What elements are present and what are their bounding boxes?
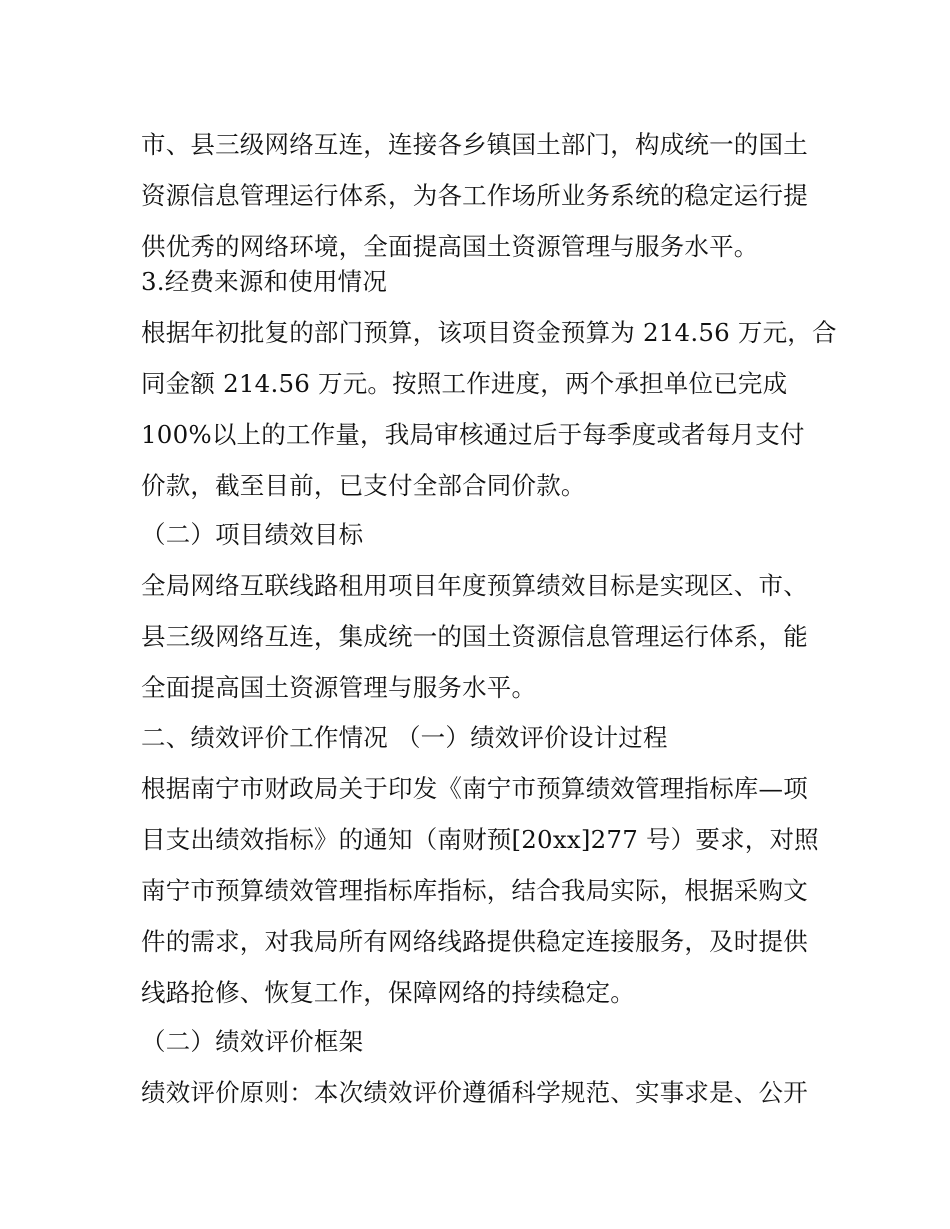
text-line: 全局网络互联线路租用项目年度预算绩效目标是实现区、市、 xyxy=(141,571,808,600)
text-line: 绩效评价原则：本次绩效评价遵循科学规范、实事求是、公开 xyxy=(141,1078,808,1107)
text-line: 目支出绩效指标》的通知（南财预[20xx]277 号）要求，对照 xyxy=(141,825,819,854)
text-line: 南宁市预算绩效管理指标库指标，结合我局实际，根据采购文 xyxy=(141,876,808,905)
section-heading: （二）项目绩效目标 xyxy=(141,520,364,549)
text-line: 供优秀的网络环境，全面提高国土资源管理与服务水平。 xyxy=(141,232,759,261)
section-heading: 3.经费来源和使用情况 xyxy=(141,267,388,296)
text-line: 价款，截至目前，已支付全部合同价款。 xyxy=(141,471,586,500)
text-line: 县三级网络互连，集成统一的国土资源信息管理运行体系，能 xyxy=(141,622,808,651)
text-line: 线路抢修、恢复工作，保障网络的持续稳定。 xyxy=(141,978,635,1007)
text-line: 资源信息管理运行体系，为各工作场所业务系统的稳定运行提 xyxy=(141,181,808,210)
text-line: 根据南宁市财政局关于印发《南宁市预算绩效管理指标库—项 xyxy=(141,774,808,803)
section-heading: （二）绩效评价框架 xyxy=(141,1027,364,1056)
text-line: 件的需求，对我局所有网络线路提供稳定连接服务，及时提供 xyxy=(141,927,808,956)
text-line: 100%以上的工作量，我局审核通过后于每季度或者每月支付 xyxy=(141,420,805,449)
section-heading: 二、绩效评价工作情况 （一）绩效评价设计过程 xyxy=(141,723,668,752)
text-line: 同金额 214.56 万元。按照工作进度，两个承担单位已完成 xyxy=(141,369,788,398)
text-line: 全面提高国土资源管理与服务水平。 xyxy=(141,673,537,702)
text-line: 根据年初批复的部门预算，该项目资金预算为 214.56 万元，合 xyxy=(141,318,837,347)
text-line: 市、县三级网络互连，连接各乡镇国土部门，构成统一的国土 xyxy=(141,130,808,159)
